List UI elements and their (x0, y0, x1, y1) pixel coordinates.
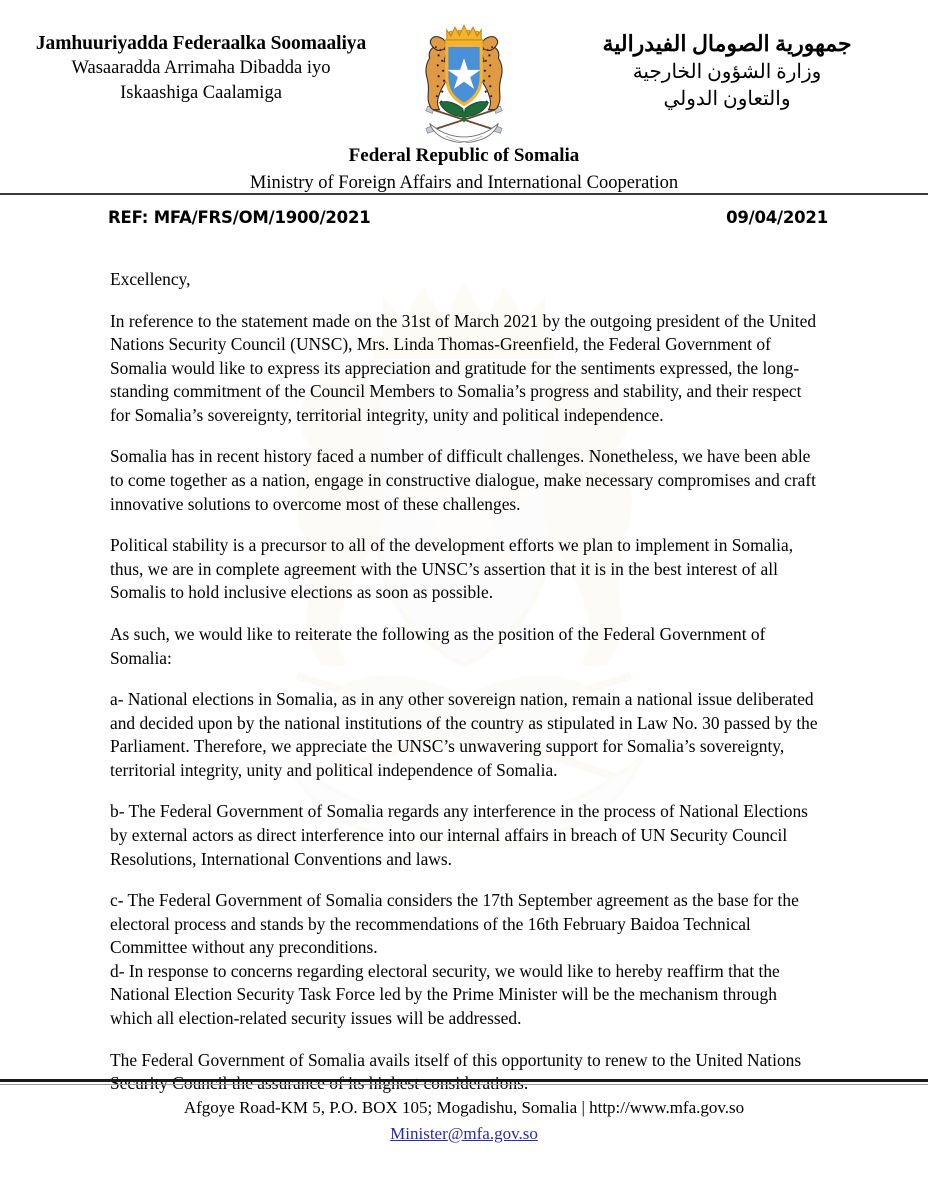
arabic-ministry-line1: وزارة الشؤون الخارجية (632, 60, 822, 83)
header-divider (0, 193, 928, 195)
ribbon (430, 123, 499, 142)
footer (0, 1095, 928, 1146)
body-paragraph-2: Somalia has in recent history faced a number of difficult challenges. Nonetheless, we have been able to come together as a nation, engage in constructive dialogue, make necessary compromises and craft innovative solutions to overcome most of these challenges. (110, 446, 816, 514)
body-paragraph-3: Political stability is a precursor to all of the development efforts we plan to implement in Somalia, thus, we are in complete agreement with the UNSC’s assertion that it is in the best interest of all Somalis to hold inclusive elections as soon as possible. (110, 535, 794, 603)
arabic-ministry-line2: والتعاون الدولي (663, 87, 791, 110)
footer-address: Afgoye Road-KM 5, P.O. BOX 105; Mogadishu, Somalia | http://www.mfa.gov.so (183, 1098, 745, 1117)
letterhead (0, 0, 928, 140)
body-paragraph-4: As such, we would like to reiterate the following as the position of the Federal Government of Somalia: (110, 623, 766, 668)
somali-country-name: Jamhuuriyadda Federaalka Soomaaliya (35, 33, 367, 54)
body-closing: The Federal Government of Somalia avails itself of this opportunity to renew to the United Nations Security Council the assurance of its highest considerations. (110, 1049, 802, 1094)
letterhead-somali-block (26, 18, 376, 106)
letterhead-english-block (0, 142, 928, 196)
footer-divider (0, 1079, 928, 1085)
english-ministry-name: Ministry of Foreign Affairs and International Cooperation (249, 172, 679, 193)
body-point-b: b- The Federal Government of Somalia regards any interference in the process of National Elections by external actors as direct interference into our internal affairs in breach of UN Security Council Resolutions, International Conventions and laws. (110, 801, 808, 869)
reference-row (108, 208, 828, 227)
crown (445, 25, 483, 44)
salutation: Excellency, (110, 269, 191, 289)
body-point-a: a- National elections in Somalia, as in any other sovereign nation, remain a national issue deliberated and decided upon by the national institutions of the country as stipulated in Law No. 30 passed by the Parliament. Therefore, we appreciate the UNSC’s unwavering support for Somalia’s sovereignty, territorial integrity, unity and political independence of Somalia. (110, 689, 818, 780)
letter-body (110, 268, 820, 1114)
somali-ministry-line1: Wasaaradda Arrimaha Dibadda iyo (71, 58, 331, 79)
arabic-country-name: جمهورية الصومال الفيدرالية (602, 31, 852, 56)
shield (447, 45, 481, 104)
letterhead-arabic-block (552, 18, 902, 113)
somalia-coat-of-arms-emblem (376, 20, 552, 156)
somali-ministry-line2: Iskaashiga Caalamiga (120, 83, 282, 104)
body-point-c: c- The Federal Government of Somalia considers the 17th September agreement as the base for the electoral process and stands by the recommendations of the 16th February Baidoa Technical Committee without any preconditions. (110, 890, 799, 958)
body-point-d: d- In response to concerns regarding electoral security, we would like to hereby reaffirm that the National Election Security Task Force led by the Prime Minister will be the mechanism through which all election-related security issues will be addressed. (110, 960, 780, 1029)
english-country-name: Federal Republic of Somalia (348, 145, 580, 166)
reference-number: REF: MFA/FRS/OM/1900/2021 (108, 208, 371, 227)
body-paragraph-1: In reference to the statement made on the 31st of March 2021 by the outgoing president of the United Nations Security Council (UNSC), Mrs. Linda Thomas-Greenfield, the Federal Government of Somalia would like to express its appreciation and gratitude for the sentiments expressed, the long-standing commitment of the Council Members to Somalia’s progress and stability, and their respect for Somalia’s sovereignty, territorial integrity, unity and political independence. (110, 310, 817, 425)
document-date: 09/04/2021 (726, 208, 828, 227)
footer-email-link[interactable]: Minister@mfa.gov.so (390, 1123, 538, 1143)
